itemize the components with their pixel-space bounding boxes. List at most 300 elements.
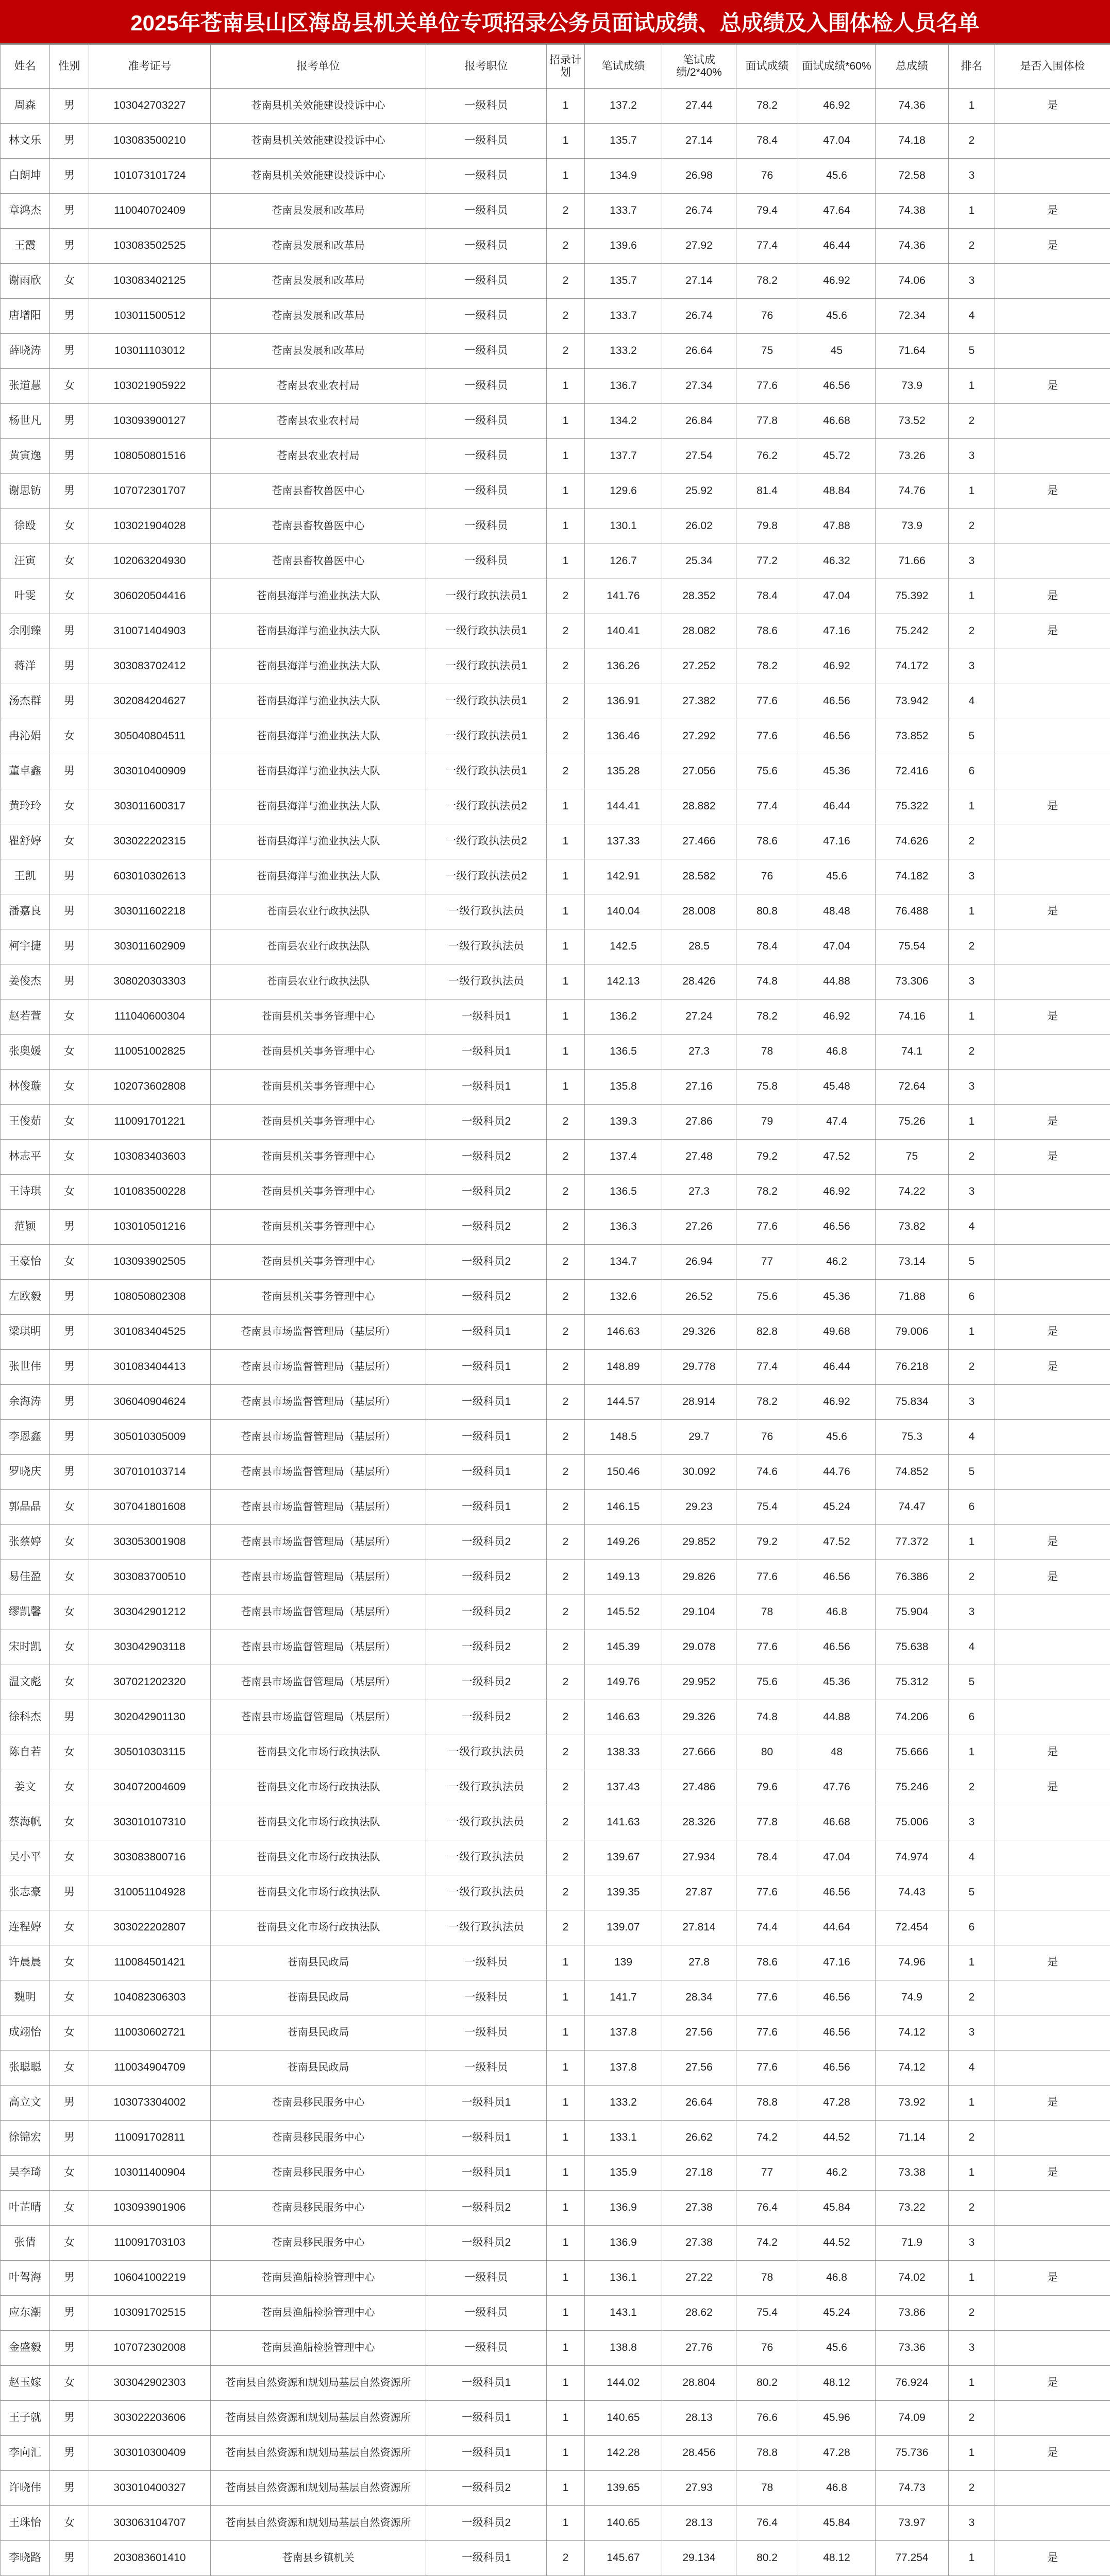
cell-total-score: 73.36 xyxy=(876,2331,949,2366)
cell-quota: 2 xyxy=(547,1490,585,1525)
cell-interview-score: 78 xyxy=(736,1595,798,1630)
cell-rank: 3 xyxy=(949,439,995,474)
table-row xyxy=(1,2401,1110,2436)
cell-written-weighted: 29.326 xyxy=(662,1700,736,1735)
cell-written-weighted: 26.98 xyxy=(662,159,736,194)
cell-interview-weighted: 45.24 xyxy=(798,1490,876,1525)
cell-exam-id: 301083404413 xyxy=(89,1350,211,1385)
cell-quota: 2 xyxy=(547,649,585,684)
cell-exam-id: 306040904624 xyxy=(89,1385,211,1420)
cell-written-weighted: 28.914 xyxy=(662,1385,736,1420)
cell-exam-id: 110091703103 xyxy=(89,2226,211,2261)
cell-physical-exam xyxy=(995,544,1110,579)
cell-gender: 女 xyxy=(50,1980,89,2015)
cell-rank: 3 xyxy=(949,1175,995,1210)
cell-total-score: 73.26 xyxy=(876,439,949,474)
cell-written-score: 139.35 xyxy=(585,1875,662,1910)
cell-interview-weighted: 45.84 xyxy=(798,2191,876,2226)
cell-rank: 1 xyxy=(949,1105,995,1140)
cell-written-weighted: 27.38 xyxy=(662,2191,736,2226)
cell-written-score: 145.67 xyxy=(585,2541,662,2576)
cell-physical-exam xyxy=(995,1035,1110,1070)
cell-quota: 1 xyxy=(547,2401,585,2436)
cell-rank: 2 xyxy=(949,124,995,159)
cell-rank: 2 xyxy=(949,1350,995,1385)
cell-gender: 女 xyxy=(50,1490,89,1525)
cell-written-weighted: 27.466 xyxy=(662,824,736,859)
cell-interview-score: 80 xyxy=(736,1735,798,1770)
cell-rank: 4 xyxy=(949,684,995,719)
cell-position: 一级科员 xyxy=(426,2296,547,2331)
cell-unit: 苍南县农业农村局 xyxy=(211,404,426,439)
cell-total-score: 75.26 xyxy=(876,1105,949,1140)
cell-position: 一级科员1 xyxy=(426,2156,547,2191)
cell-rank: 2 xyxy=(949,404,995,439)
cell-name: 冉沁娟 xyxy=(1,719,50,754)
cell-quota: 1 xyxy=(547,2331,585,2366)
cell-written-score: 144.57 xyxy=(585,1385,662,1420)
cell-written-score: 136.46 xyxy=(585,719,662,754)
cell-physical-exam: 是 xyxy=(995,1560,1110,1595)
cell-interview-score: 78 xyxy=(736,2471,798,2506)
table-row xyxy=(1,1210,1110,1245)
cell-physical-exam: 是 xyxy=(995,2366,1110,2401)
cell-interview-score: 77.6 xyxy=(736,1980,798,2015)
cell-rank: 5 xyxy=(949,1245,995,1280)
table-row xyxy=(1,684,1110,719)
cell-total-score: 74.47 xyxy=(876,1490,949,1525)
cell-interview-weighted: 46.56 xyxy=(798,2015,876,2050)
cell-interview-score: 75.4 xyxy=(736,1490,798,1525)
cell-rank: 3 xyxy=(949,2226,995,2261)
cell-quota: 1 xyxy=(547,789,585,824)
table-row xyxy=(1,1700,1110,1735)
cell-physical-exam xyxy=(995,2401,1110,2436)
cell-exam-id: 103073304002 xyxy=(89,2086,211,2121)
cell-physical-exam xyxy=(995,2471,1110,2506)
table-row xyxy=(1,1070,1110,1105)
cell-exam-id: 106041002219 xyxy=(89,2261,211,2296)
cell-total-score: 72.454 xyxy=(876,1910,949,1945)
cell-written-score: 148.5 xyxy=(585,1420,662,1455)
cell-interview-weighted: 48.48 xyxy=(798,894,876,929)
cell-interview-weighted: 46.2 xyxy=(798,1245,876,1280)
cell-written-weighted: 27.814 xyxy=(662,1910,736,1945)
cell-position: 一级行政执法员 xyxy=(426,929,547,964)
cell-written-weighted: 29.952 xyxy=(662,1665,736,1700)
cell-physical-exam: 是 xyxy=(995,89,1110,124)
cell-rank: 3 xyxy=(949,544,995,579)
cell-written-weighted: 26.94 xyxy=(662,1245,736,1280)
cell-interview-score: 78.8 xyxy=(736,2086,798,2121)
cell-quota: 1 xyxy=(547,544,585,579)
cell-gender: 女 xyxy=(50,1175,89,1210)
column-header-interview-score: 面试成绩 xyxy=(736,45,798,89)
cell-interview-weighted: 44.76 xyxy=(798,1455,876,1490)
cell-total-score: 74.06 xyxy=(876,264,949,299)
cell-interview-weighted: 45.36 xyxy=(798,1280,876,1315)
cell-name: 罗晓庆 xyxy=(1,1455,50,1490)
cell-interview-score: 78.4 xyxy=(736,929,798,964)
cell-name: 汪寅 xyxy=(1,544,50,579)
cell-name: 徐殴 xyxy=(1,509,50,544)
cell-unit: 苍南县渔船检验管理中心 xyxy=(211,2331,426,2366)
cell-total-score: 74.76 xyxy=(876,474,949,509)
cell-interview-score: 80.8 xyxy=(736,894,798,929)
cell-name: 章鸿杰 xyxy=(1,194,50,229)
cell-name: 董卓鑫 xyxy=(1,754,50,789)
cell-quota: 1 xyxy=(547,89,585,124)
cell-exam-id: 302084204627 xyxy=(89,684,211,719)
cell-gender: 男 xyxy=(50,859,89,894)
cell-gender: 女 xyxy=(50,789,89,824)
cell-unit: 苍南县市场监督管理局（基层所） xyxy=(211,1665,426,1700)
cell-position: 一级科员2 xyxy=(426,1525,547,1560)
cell-unit: 苍南县移民服务中心 xyxy=(211,2191,426,2226)
cell-total-score: 73.942 xyxy=(876,684,949,719)
cell-name: 叶雯 xyxy=(1,579,50,614)
cell-rank: 2 xyxy=(949,229,995,264)
cell-rank: 1 xyxy=(949,789,995,824)
cell-interview-score: 76 xyxy=(736,159,798,194)
cell-written-score: 143.1 xyxy=(585,2296,662,2331)
cell-position: 一级行政执法员 xyxy=(426,1875,547,1910)
cell-total-score: 74.73 xyxy=(876,2471,949,2506)
cell-total-score: 74.22 xyxy=(876,1175,949,1210)
table-row xyxy=(1,2296,1110,2331)
cell-quota: 2 xyxy=(547,754,585,789)
cell-written-score: 136.1 xyxy=(585,2261,662,2296)
cell-gender: 男 xyxy=(50,2436,89,2471)
cell-quota: 1 xyxy=(547,369,585,404)
cell-rank: 2 xyxy=(949,1980,995,2015)
cell-rank: 4 xyxy=(949,299,995,334)
cell-rank: 5 xyxy=(949,719,995,754)
cell-exam-id: 303063104707 xyxy=(89,2506,211,2541)
cell-written-weighted: 29.134 xyxy=(662,2541,736,2576)
cell-position: 一级科员 xyxy=(426,2331,547,2366)
cell-rank: 2 xyxy=(949,2401,995,2436)
cell-name: 林文乐 xyxy=(1,124,50,159)
cell-position: 一级科员1 xyxy=(426,2541,547,2576)
cell-unit: 苍南县市场监督管理局（基层所） xyxy=(211,1385,426,1420)
cell-total-score: 72.58 xyxy=(876,159,949,194)
cell-interview-weighted: 47.64 xyxy=(798,194,876,229)
cell-unit: 苍南县文化市场行政执法队 xyxy=(211,1735,426,1770)
cell-name: 成翊怡 xyxy=(1,2015,50,2050)
table-row xyxy=(1,1105,1110,1140)
cell-exam-id: 305010305009 xyxy=(89,1420,211,1455)
cell-rank: 1 xyxy=(949,1315,995,1350)
cell-physical-exam xyxy=(995,824,1110,859)
cell-interview-score: 77.4 xyxy=(736,789,798,824)
cell-position: 一级科员1 xyxy=(426,1385,547,1420)
cell-position: 一级科员 xyxy=(426,404,547,439)
cell-written-weighted: 27.86 xyxy=(662,1105,736,1140)
cell-exam-id: 103091702515 xyxy=(89,2296,211,2331)
cell-interview-weighted: 44.64 xyxy=(798,1910,876,1945)
cell-rank: 1 xyxy=(949,89,995,124)
cell-written-weighted: 26.74 xyxy=(662,194,736,229)
table-row xyxy=(1,1140,1110,1175)
cell-total-score: 72.34 xyxy=(876,299,949,334)
cell-interview-score: 77 xyxy=(736,1245,798,1280)
cell-physical-exam xyxy=(995,159,1110,194)
cell-written-weighted: 27.3 xyxy=(662,1175,736,1210)
cell-position: 一级科员1 xyxy=(426,1490,547,1525)
cell-exam-id: 103010501216 xyxy=(89,1210,211,1245)
cell-written-weighted: 27.92 xyxy=(662,229,736,264)
column-header-written-score: 笔试成绩 xyxy=(585,45,662,89)
cell-name: 张道慧 xyxy=(1,369,50,404)
cell-total-score: 71.88 xyxy=(876,1280,949,1315)
cell-position: 一级行政执法员 xyxy=(426,894,547,929)
cell-gender: 男 xyxy=(50,334,89,369)
cell-written-score: 133.7 xyxy=(585,299,662,334)
cell-physical-exam: 是 xyxy=(995,614,1110,649)
cell-position: 一级科员 xyxy=(426,2015,547,2050)
cell-written-weighted: 27.38 xyxy=(662,2226,736,2261)
cell-name: 姜俊杰 xyxy=(1,964,50,999)
cell-exam-id: 110091702811 xyxy=(89,2121,211,2156)
cell-interview-score: 80.2 xyxy=(736,2366,798,2401)
cell-gender: 女 xyxy=(50,1945,89,1980)
cell-exam-id: 101073101724 xyxy=(89,159,211,194)
cell-exam-id: 303083702412 xyxy=(89,649,211,684)
cell-rank: 2 xyxy=(949,2296,995,2331)
cell-total-score: 74.36 xyxy=(876,229,949,264)
cell-written-weighted: 27.934 xyxy=(662,1840,736,1875)
cell-exam-id: 307041801608 xyxy=(89,1490,211,1525)
cell-written-score: 141.7 xyxy=(585,1980,662,2015)
cell-gender: 男 xyxy=(50,2401,89,2436)
cell-name: 王子就 xyxy=(1,2401,50,2436)
table-row xyxy=(1,89,1110,124)
cell-unit: 苍南县市场监督管理局（基层所） xyxy=(211,1700,426,1735)
cell-name: 张世伟 xyxy=(1,1350,50,1385)
cell-position: 一级行政执法员 xyxy=(426,1840,547,1875)
table-row xyxy=(1,649,1110,684)
cell-position: 一级科员1 xyxy=(426,2121,547,2156)
cell-unit: 苍南县海洋与渔业执法大队 xyxy=(211,754,426,789)
cell-gender: 女 xyxy=(50,2506,89,2541)
cell-written-score: 133.1 xyxy=(585,2121,662,2156)
cell-position: 一级科员 xyxy=(426,334,547,369)
cell-quota: 1 xyxy=(547,2156,585,2191)
cell-quota: 2 xyxy=(547,334,585,369)
cell-interview-score: 78.2 xyxy=(736,264,798,299)
cell-gender: 男 xyxy=(50,1210,89,1245)
cell-physical-exam xyxy=(995,1455,1110,1490)
cell-unit: 苍南县发展和改革局 xyxy=(211,299,426,334)
cell-name: 潘嘉良 xyxy=(1,894,50,929)
cell-gender: 男 xyxy=(50,299,89,334)
cell-gender: 男 xyxy=(50,2296,89,2331)
cell-position: 一级科员 xyxy=(426,159,547,194)
cell-interview-score: 74.6 xyxy=(736,1455,798,1490)
cell-physical-exam xyxy=(995,964,1110,999)
cell-interview-weighted: 46.92 xyxy=(798,89,876,124)
cell-interview-score: 79.2 xyxy=(736,1525,798,1560)
cell-rank: 4 xyxy=(949,2050,995,2086)
cell-total-score: 74.38 xyxy=(876,194,949,229)
column-header-unit: 报考单位 xyxy=(211,45,426,89)
cell-written-weighted: 27.382 xyxy=(662,684,736,719)
cell-gender: 男 xyxy=(50,1280,89,1315)
cell-written-score: 142.28 xyxy=(585,2436,662,2471)
cell-total-score: 73.9 xyxy=(876,509,949,544)
cell-gender: 男 xyxy=(50,439,89,474)
cell-unit: 苍南县文化市场行政执法队 xyxy=(211,1875,426,1910)
cell-name: 许晨晨 xyxy=(1,1945,50,1980)
cell-rank: 1 xyxy=(949,2436,995,2471)
cell-unit: 苍南县海洋与渔业执法大队 xyxy=(211,614,426,649)
cell-interview-weighted: 47.52 xyxy=(798,1525,876,1560)
cell-physical-exam xyxy=(995,509,1110,544)
cell-total-score: 73.852 xyxy=(876,719,949,754)
cell-position: 一级科员 xyxy=(426,544,547,579)
cell-quota: 2 xyxy=(547,1420,585,1455)
cell-name: 魏明 xyxy=(1,1980,50,2015)
cell-exam-id: 102073602808 xyxy=(89,1070,211,1105)
cell-interview-score: 77.6 xyxy=(736,2015,798,2050)
cell-interview-weighted: 44.88 xyxy=(798,1700,876,1735)
cell-interview-score: 77.6 xyxy=(736,1630,798,1665)
cell-written-score: 133.2 xyxy=(585,334,662,369)
cell-total-score: 73.86 xyxy=(876,2296,949,2331)
cell-written-score: 145.52 xyxy=(585,1595,662,1630)
cell-written-weighted: 29.778 xyxy=(662,1350,736,1385)
cell-interview-score: 78.2 xyxy=(736,649,798,684)
cell-exam-id: 303011602909 xyxy=(89,929,211,964)
cell-rank: 1 xyxy=(949,2156,995,2191)
cell-quota: 1 xyxy=(547,2366,585,2401)
cell-name: 梁琪明 xyxy=(1,1315,50,1350)
cell-unit: 苍南县乡镇机关 xyxy=(211,2541,426,2576)
cell-quota: 1 xyxy=(547,2436,585,2471)
cell-rank: 6 xyxy=(949,1700,995,1735)
cell-interview-score: 78 xyxy=(736,1035,798,1070)
cell-interview-weighted: 46.56 xyxy=(798,1875,876,1910)
cell-unit: 苍南县机关效能建设投诉中心 xyxy=(211,89,426,124)
cell-unit: 苍南县市场监督管理局（基层所） xyxy=(211,1455,426,1490)
cell-written-weighted: 26.02 xyxy=(662,509,736,544)
cell-unit: 苍南县畜牧兽医中心 xyxy=(211,509,426,544)
cell-name: 金盛毅 xyxy=(1,2331,50,2366)
cell-interview-weighted: 47.28 xyxy=(798,2086,876,2121)
cell-gender: 男 xyxy=(50,894,89,929)
cell-position: 一级科员2 xyxy=(426,1560,547,1595)
cell-position: 一级科员2 xyxy=(426,1210,547,1245)
cell-written-weighted: 29.826 xyxy=(662,1560,736,1595)
cell-written-score: 149.76 xyxy=(585,1665,662,1700)
cell-gender: 男 xyxy=(50,964,89,999)
cell-exam-id: 303011602218 xyxy=(89,894,211,929)
cell-quota: 2 xyxy=(547,1245,585,1280)
cell-unit: 苍南县海洋与渔业执法大队 xyxy=(211,579,426,614)
table-row xyxy=(1,1840,1110,1875)
table-row xyxy=(1,1350,1110,1385)
cell-position: 一级科员2 xyxy=(426,1665,547,1700)
cell-name: 薛晓涛 xyxy=(1,334,50,369)
cell-physical-exam xyxy=(995,1245,1110,1280)
cell-unit: 苍南县机关事务管理中心 xyxy=(211,1175,426,1210)
cell-exam-id: 103011500512 xyxy=(89,299,211,334)
cell-position: 一级科员2 xyxy=(426,1700,547,1735)
cell-quota: 2 xyxy=(547,1700,585,1735)
cell-quota: 2 xyxy=(547,2541,585,2576)
cell-quota: 1 xyxy=(547,2296,585,2331)
cell-written-weighted: 27.8 xyxy=(662,1945,736,1980)
cell-rank: 6 xyxy=(949,754,995,789)
cell-quota: 1 xyxy=(547,2261,585,2296)
cell-quota: 2 xyxy=(547,1105,585,1140)
cell-name: 范颖 xyxy=(1,1210,50,1245)
cell-interview-score: 78.4 xyxy=(736,1840,798,1875)
table-row xyxy=(1,2506,1110,2541)
cell-interview-score: 80.2 xyxy=(736,2541,798,2576)
cell-quota: 2 xyxy=(547,229,585,264)
cell-written-score: 135.7 xyxy=(585,264,662,299)
cell-position: 一级科员1 xyxy=(426,1455,547,1490)
cell-gender: 男 xyxy=(50,929,89,964)
cell-rank: 3 xyxy=(949,859,995,894)
cell-rank: 3 xyxy=(949,1385,995,1420)
table-row xyxy=(1,1875,1110,1910)
cell-unit: 苍南县机关事务管理中心 xyxy=(211,1210,426,1245)
cell-position: 一级科员2 xyxy=(426,1105,547,1140)
cell-unit: 苍南县机关效能建设投诉中心 xyxy=(211,124,426,159)
page-title: 2025年苍南县山区海岛县机关单位专项招录公务员面试成绩、总成绩及入围体检人员名单 xyxy=(0,0,1110,44)
cell-rank: 4 xyxy=(949,1420,995,1455)
table-row xyxy=(1,2261,1110,2296)
cell-interview-weighted: 44.52 xyxy=(798,2226,876,2261)
cell-total-score: 74.626 xyxy=(876,824,949,859)
cell-exam-id: 303083700510 xyxy=(89,1560,211,1595)
cell-interview-weighted: 46.8 xyxy=(798,1595,876,1630)
cell-interview-score: 76.4 xyxy=(736,2191,798,2226)
cell-exam-id: 103083502525 xyxy=(89,229,211,264)
cell-physical-exam: 是 xyxy=(995,2436,1110,2471)
cell-written-weighted: 26.52 xyxy=(662,1280,736,1315)
cell-interview-score: 77 xyxy=(736,2156,798,2191)
cell-unit: 苍南县文化市场行政执法队 xyxy=(211,1770,426,1805)
column-header-written-weighted: 笔试成绩/2*40% xyxy=(662,45,736,89)
cell-position: 一级行政执法员1 xyxy=(426,614,547,649)
cell-quota: 1 xyxy=(547,859,585,894)
cell-gender: 男 xyxy=(50,1455,89,1490)
cell-physical-exam: 是 xyxy=(995,1315,1110,1350)
table-row xyxy=(1,719,1110,754)
cell-unit: 苍南县发展和改革局 xyxy=(211,264,426,299)
table-row xyxy=(1,369,1110,404)
cell-name: 唐增阳 xyxy=(1,299,50,334)
cell-total-score: 72.64 xyxy=(876,1070,949,1105)
cell-physical-exam: 是 xyxy=(995,2086,1110,2121)
cell-written-score: 137.8 xyxy=(585,2015,662,2050)
cell-position: 一级科员2 xyxy=(426,2506,547,2541)
table-row xyxy=(1,999,1110,1035)
table-row xyxy=(1,1980,1110,2015)
cell-exam-id: 303042903118 xyxy=(89,1630,211,1665)
cell-gender: 女 xyxy=(50,1910,89,1945)
cell-gender: 女 xyxy=(50,719,89,754)
cell-position: 一级科员1 xyxy=(426,1350,547,1385)
cell-interview-weighted: 45.84 xyxy=(798,2506,876,2541)
cell-interview-score: 79.4 xyxy=(736,194,798,229)
cell-name: 黄寅逸 xyxy=(1,439,50,474)
cell-position: 一级行政执法员2 xyxy=(426,789,547,824)
